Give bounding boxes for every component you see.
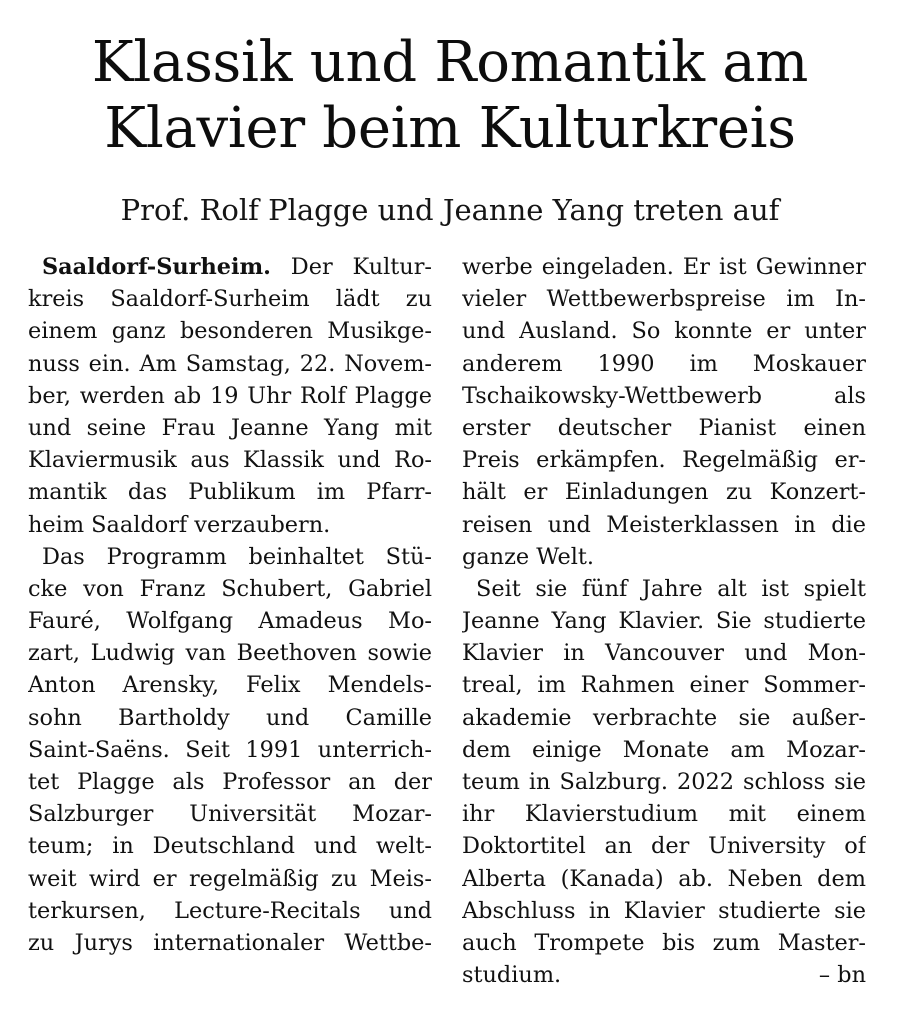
- paragraph-line: Das Programm beinhaltet Stü-: [42, 543, 432, 570]
- article-column-right: [462, 251, 866, 991]
- paragraph-line: Abschluss in Klavier studierte sie: [462, 897, 866, 924]
- paragraph-line: Preis erkämpfen. Regelmäßig er-: [462, 447, 866, 474]
- paragraph-line: kreis Saaldorf-Surheim lädt zu: [28, 286, 432, 313]
- paragraph-line: terkursen, Lecture-Recitals und: [28, 897, 432, 924]
- paragraph-line: Seit sie fünf Jahre alt ist spielt: [476, 575, 866, 602]
- paragraph-line: akademie verbrachte sie außer-: [462, 704, 866, 731]
- paragraph-line: Saaldorf-Surheim. Der Kultur-: [42, 254, 432, 280]
- paragraph-line: heim Saaldorf verzaubern.: [28, 511, 331, 538]
- paragraph-line: hält er Einladungen zu Konzert-: [462, 479, 866, 506]
- paragraph-line: Alberta (Kanada) ab. Neben dem: [462, 865, 866, 892]
- paragraph-line: und seine Frau Jeanne Yang mit: [28, 414, 432, 441]
- paragraph-line-text: studium.: [462, 962, 562, 989]
- paragraph-line: werbe eingeladen. Er ist Gewinner: [462, 254, 866, 280]
- article-column-left: [28, 251, 432, 959]
- paragraph-line: auch Trompete bis zum Master-: [462, 929, 866, 956]
- paragraph-line: reisen und Meisterklassen in die: [462, 511, 866, 538]
- paragraph-line: und Ausland. So konnte er unter: [462, 318, 866, 345]
- paragraph-line: ihr Klavierstudium mit einem: [462, 801, 866, 828]
- headline-line-1: Klassik und Romantik am: [91, 30, 809, 95]
- author-signature: – bn: [818, 962, 866, 989]
- paragraph-line: teum in Salzburg. 2022 schloss sie: [462, 769, 866, 795]
- paragraph-line: vieler Wettbewerbspreise im In-: [462, 286, 866, 313]
- paragraph-line: zart, Ludwig van Beethoven sowie: [28, 640, 432, 667]
- paragraph-line: anderem 1990 im Moskauer: [462, 350, 866, 377]
- paragraph-line: sohn Bartholdy und Camille: [28, 704, 432, 731]
- paragraph-line: treal, im Rahmen einer Sommer-: [462, 672, 866, 699]
- paragraph-line: einem ganz besonderen Musikge-: [28, 318, 432, 345]
- paragraph-line: cke von Franz Schubert, Gabriel: [28, 575, 432, 602]
- paragraph-line: teum; in Deutschland und welt-: [28, 833, 432, 860]
- dateline: Saaldorf-Surheim.: [42, 254, 271, 280]
- paragraph-line: zu Jurys internationaler Wettbe-: [28, 929, 432, 956]
- headline: [0, 30, 900, 162]
- paragraph-line: Salzburger Universität Mozar-: [28, 801, 432, 828]
- paragraph-line: Tschaikowsky-Wettbewerb als: [462, 382, 866, 409]
- paragraph-line: ber, werden ab 19 Uhr Rolf Plagge: [28, 382, 432, 409]
- paragraph-line: erster deutscher Pianist einen: [462, 414, 866, 441]
- paragraph-line: Doktortitel an der University of: [462, 833, 866, 860]
- paragraph-line: nuss ein. Am Samstag, 22. Novem-: [28, 350, 432, 377]
- paragraph-line: weit wird er regelmäßig zu Meis-: [28, 865, 432, 892]
- paragraph-line: Fauré, Wolfgang Amadeus Mo-: [28, 608, 432, 635]
- paragraph-line: ganze Welt.: [462, 543, 594, 570]
- headline-line-2: Klavier beim Kulturkreis: [104, 96, 796, 161]
- paragraph-line-final: [462, 959, 866, 991]
- paragraph-line: Saint-Saëns. Seit 1991 unterrich-: [28, 736, 432, 763]
- paragraph-line: dem einige Monate am Mozar-: [462, 736, 866, 763]
- paragraph-line: Jeanne Yang Klavier. Sie studierte: [462, 608, 866, 635]
- paragraph-line: tet Plagge als Professor an der: [28, 769, 432, 795]
- subheadline: Prof. Rolf Plagge und Jeanne Yang treten auf: [120, 193, 780, 227]
- paragraph-line: Klaviermusik aus Klassik und Ro-: [28, 447, 432, 474]
- paragraph-line: Klavier in Vancouver und Mon-: [462, 640, 866, 667]
- paragraph-line: Anton Arensky, Felix Mendels-: [28, 672, 432, 699]
- paragraph-line: mantik das Publikum im Pfarr-: [28, 479, 432, 506]
